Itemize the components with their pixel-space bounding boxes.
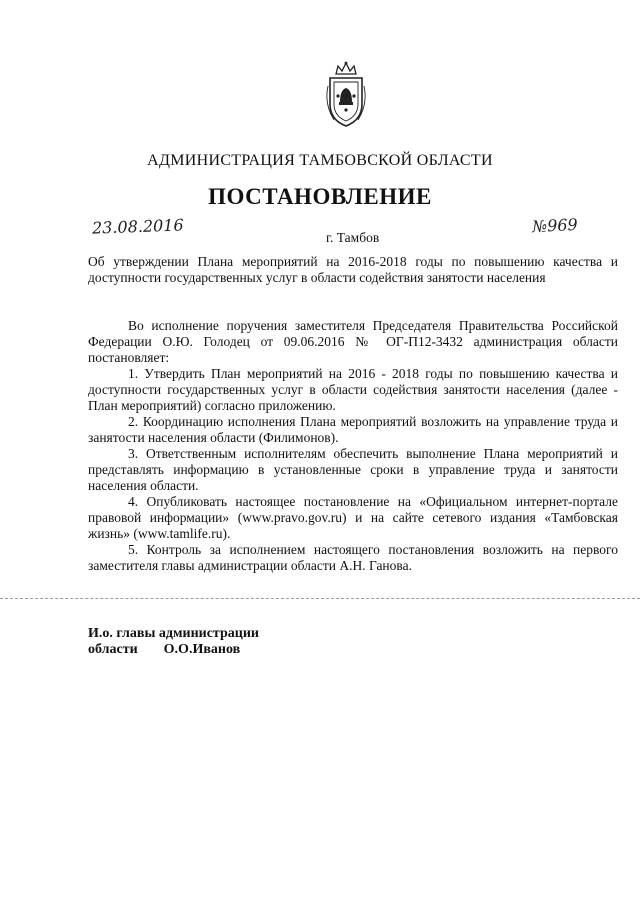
handwritten-number: №969 <box>531 214 579 237</box>
preamble-paragraph: Во исполнение поручения заместителя Председателя Правительства Российской Федерации О.Ю. Голодец от 09.06.2016 № ОГ-П12-3432 администрация области постановляет: <box>88 318 618 365</box>
city-label: г. Тамбов <box>326 230 380 245</box>
signatory-name: О.О.Иванов <box>163 642 241 657</box>
signature-title-line1: И.о. главы администрации <box>88 626 259 641</box>
signature-block <box>88 626 259 658</box>
document-body <box>88 318 618 574</box>
scan-divider <box>0 598 640 599</box>
item-paragraph: 1. Утвердить План мероприятий на 2016 - 2018 годы по повышению качества и доступности государственных услуг в области содействия занятости населения (далее - План мероприятий) согласно приложению. <box>88 366 618 413</box>
item-paragraph: 5. Контроль за исполнением настоящего постановления возложить на первого заместителя главы администрации области А.Н. Ганова. <box>88 542 618 573</box>
signature-title-line2: области <box>88 642 138 657</box>
document-type-title: ПОСТАНОВЛЕНИЕ <box>208 184 432 209</box>
item-paragraph: 3. Ответственным исполнителям обеспечить выполнение Плана мероприятий и представлять информацию в установленные сроки в управление труда и занятости населения области. <box>88 446 618 493</box>
document-subject: Об утверждении Плана мероприятий на 2016-2018 годы по повышению качества и доступности государственных услуг в области содействия занятости населения <box>88 254 618 285</box>
item-paragraph: 4. Опубликовать настоящее постановление на «Официальном интернет-портале правовой информации» (www.pravo.gov.ru) и на сайте сетевого издания «Тамбовская жизнь» (www.tamlife.ru). <box>88 494 618 541</box>
coat-of-arms-icon <box>324 60 368 130</box>
organization-title: АДМИНИСТРАЦИЯ ТАМБОВСКОЙ ОБЛАСТИ <box>147 152 493 169</box>
item-paragraph: 2. Координацию исполнения Плана мероприятий возложить на управление труда и занятости населения области (Филимонов). <box>88 414 618 445</box>
handwritten-date: 23.08.2016 <box>91 215 184 238</box>
